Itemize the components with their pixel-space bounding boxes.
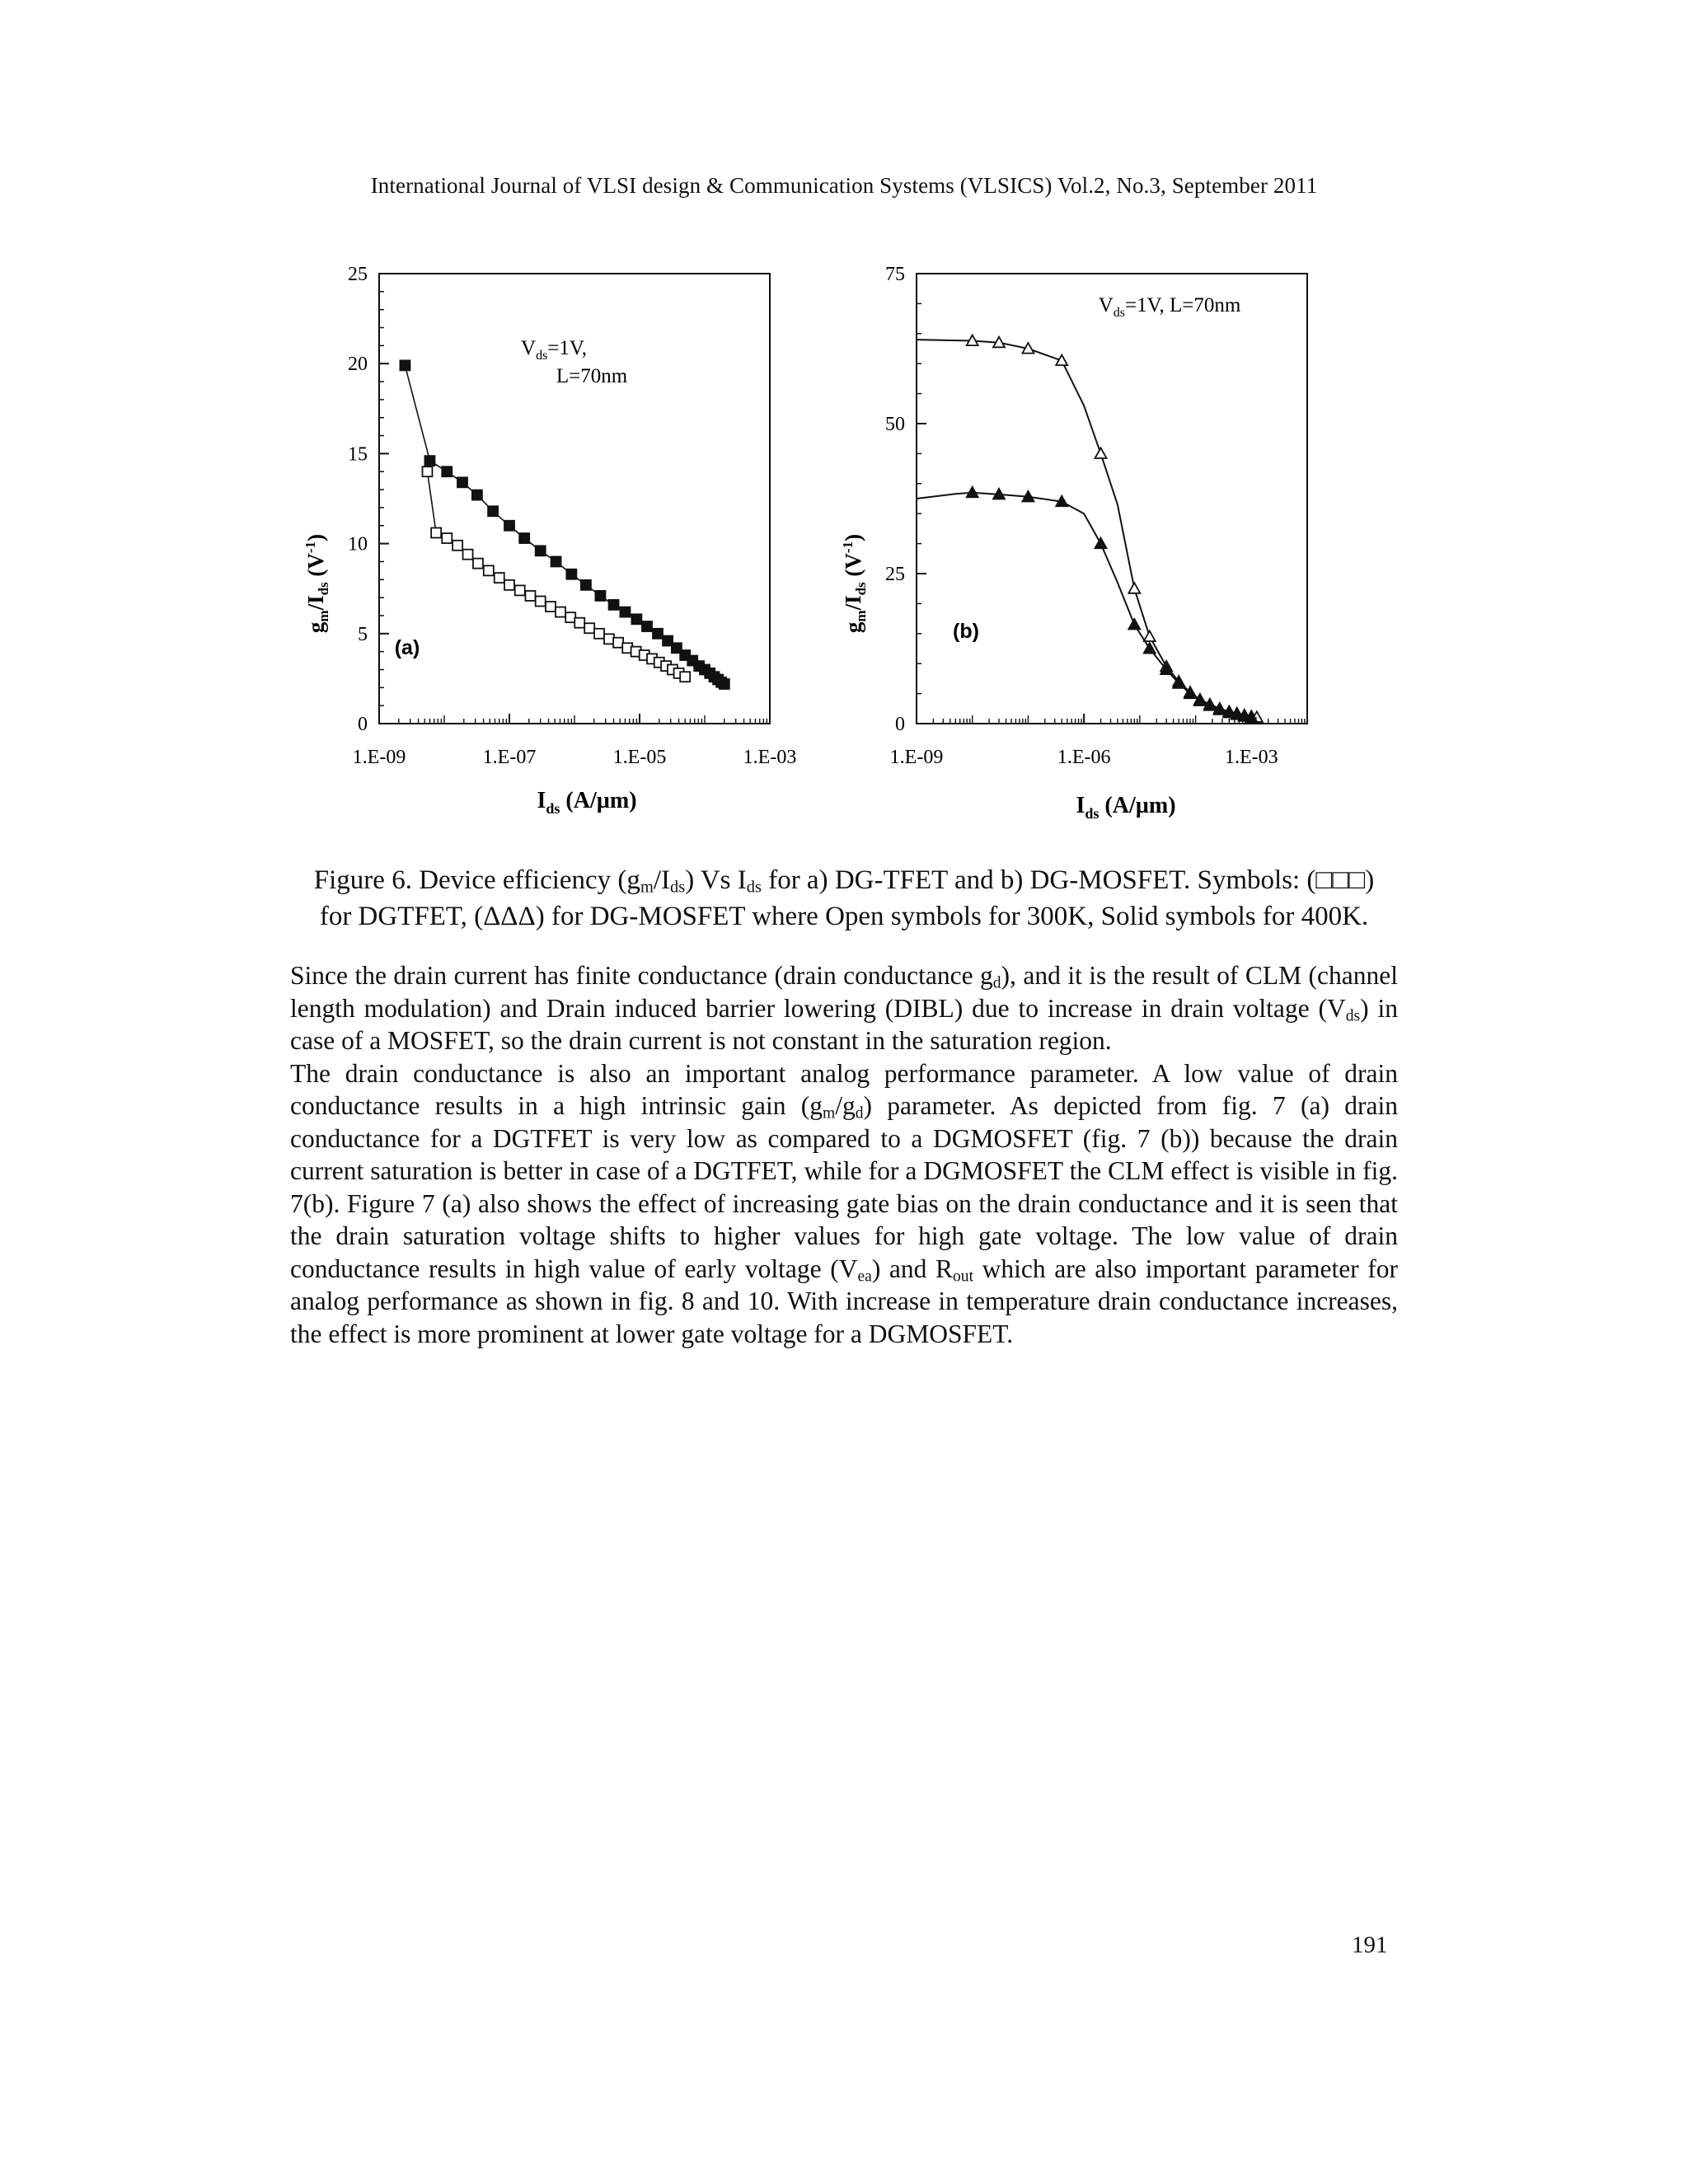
chart-a-marker-square-open xyxy=(594,629,604,639)
chart-a-marker-square-open xyxy=(613,638,623,648)
chart-a-marker-square-filled xyxy=(424,456,434,466)
chart-a-marker-square-open xyxy=(452,541,462,551)
chart-a-marker-square-filled xyxy=(609,600,619,610)
caption-line-2: for DGTFET, (ΔΔΔ) for DG-MOSFET where Open symbols for 300K, Solid symbols for 400K. xyxy=(319,902,1369,931)
chart-b-series-line xyxy=(917,493,1257,719)
chart-a-marker-square-filled xyxy=(536,546,546,555)
chart-b-annotation: $V_{ds}=1V$, L=70nm xyxy=(1098,294,1241,320)
chart-b-xtick-label: 1.E-06 xyxy=(1057,747,1111,768)
chart-a-marker-square-filled xyxy=(519,533,529,543)
chart-a-series-line xyxy=(428,471,686,677)
chart-b-ytick-label: 75 xyxy=(885,264,905,285)
chart-a-ytick-label: 20 xyxy=(348,354,368,376)
chart-a-marker-square-open xyxy=(515,585,525,595)
chart-a-marker-square-filled xyxy=(488,506,498,516)
chart-b-marker-triangle-filled xyxy=(1128,619,1140,630)
chart-a-marker-square-filled xyxy=(504,521,514,531)
chart-a-marker-square-open xyxy=(556,607,565,617)
chart-a-ylabel: $g_m/I_{ds}$ $(V^{-1})$ xyxy=(302,533,331,634)
chart-b xyxy=(824,254,1352,847)
chart-a-marker-square-filled xyxy=(442,466,452,476)
chart-a-marker-square-open xyxy=(584,623,594,633)
paragraph-text: Since the drain current has finite conductance (drain conductance $g_d$), and it is the result of CLM (channel length modulation) and Drain induced barrier lowering (DIBL) due to increase in drain voltage $(V_{ds})$ in case of a MOSFET, so the drain current is not constant in the saturation region. The drain conductance is also an important analog performance parameter. A low value of drain conductance results in a high intrinsic gain $(g_m/g_d)$ parameter. As depicted from fig. 7 (a) drain conductance for a DGTFET is very low as compared to a DGMOSFET (fig. 7 (b)) because the drain current saturation is better in case of a DGTFET, while for a DGMOSFET the CLM effect is visible in fig. 7(b). Figure 7 (a) also shows the effect of increasing gate bias on the drain conductance and it is seen that the drain saturation voltage shifts to higher values for high gate voltage. The low value of drain conductance results in high value of early voltage $(V_{ea})$ and $R_{out}$ which are also important parameter for analog performance as shown in fig. 8 and 10. With increase in temperature drain conductance increases, the effect is more prominent at lower gate voltage for a DGMOSFET. xyxy=(290,961,1399,1348)
caption-line-1: Figure 6. Device efficiency $(g_m/I_{ds})$ Vs $I_{ds}$ for a) DG-TFET and b) DG-MOSFET. Symbols: (□□□) xyxy=(313,865,1375,897)
chart-b-xtick-label: 1.E-03 xyxy=(1224,747,1278,768)
chart-a-marker-square-open xyxy=(604,634,614,644)
chart-a-marker-square-filled xyxy=(653,629,663,639)
chart-a-xtick-label: 1.E-05 xyxy=(612,747,667,768)
chart-a-ytick-label: 0 xyxy=(358,714,368,735)
chart-a-marker-square-filled xyxy=(457,477,467,487)
chart-a-xtick-label: 1.E-03 xyxy=(743,747,797,768)
figure-caption xyxy=(272,862,1416,935)
chart-a-annotation-line2: L=70nm xyxy=(556,365,628,387)
chart-a-marker-square-open xyxy=(525,591,535,601)
chart-b-marker-triangle-filled xyxy=(1095,538,1107,549)
chart-b-marker-triangle-open xyxy=(1128,583,1140,593)
chart-a-marker-square-open xyxy=(574,618,584,628)
chart-a-ytick-label: 15 xyxy=(348,443,368,466)
running-header: International Journal of VLSI design & Communication Systems (VLSICS) Vol.2, No.3, September 2011 xyxy=(370,173,1318,198)
chart-b-xtick-label: 1.E-09 xyxy=(889,747,944,768)
chart-a-marker-square-filled xyxy=(595,591,605,601)
chart-a-marker-square-filled xyxy=(400,360,410,370)
chart-a xyxy=(297,254,824,847)
chart-a-marker-square-open xyxy=(431,527,441,537)
chart-a-series-line xyxy=(405,365,724,684)
chart-b-panel-label: (b) xyxy=(953,620,979,643)
chart-b-xlabel: $I_{ds}$ (A/µm) xyxy=(1076,793,1176,822)
chart-b-marker-triangle-open xyxy=(1095,448,1107,458)
chart-b-ylabel: $g_m/I_{ds}$ $(V^{-1})$ xyxy=(840,533,869,634)
chart-a-marker-square-open xyxy=(484,565,494,575)
chart-a-marker-square-filled xyxy=(566,569,576,579)
chart-b-marker-triangle-filled xyxy=(967,487,978,498)
chart-a-marker-square-filled xyxy=(720,679,729,689)
chart-b-ytick-label: 25 xyxy=(885,564,905,585)
chart-a-marker-square-open xyxy=(546,602,556,612)
chart-a-marker-square-filled xyxy=(581,580,591,590)
chart-a-panel-label: (a) xyxy=(394,636,420,659)
chart-a-marker-square-filled xyxy=(551,556,561,566)
chart-a-marker-square-open xyxy=(442,533,452,543)
page-number: 191 xyxy=(1352,1932,1388,1958)
chart-a-ytick-label: 10 xyxy=(348,533,368,555)
chart-a-marker-square-open xyxy=(463,550,473,560)
chart-b-series-line xyxy=(917,340,1261,718)
chart-a-ytick-label: 5 xyxy=(358,623,368,645)
chart-a-annotation-line1: $V_{ds}=1V$, xyxy=(521,337,587,363)
chart-a-ytick-label: 25 xyxy=(348,264,368,285)
chart-a-marker-square-filled xyxy=(642,621,652,631)
body-paragraph xyxy=(290,959,1398,1350)
chart-b-ytick-label: 0 xyxy=(895,714,905,735)
chart-a-marker-square-open xyxy=(536,596,546,606)
chart-a-marker-square-open xyxy=(495,573,504,583)
chart-b-ytick-label: 50 xyxy=(885,414,905,435)
chart-a-marker-square-filled xyxy=(631,614,641,624)
chart-a-marker-square-open xyxy=(504,580,514,590)
chart-a-marker-square-open xyxy=(422,466,432,476)
chart-a-xlabel: $I_{ds}$ (A/µm) xyxy=(537,788,637,817)
chart-a-xtick-label: 1.E-09 xyxy=(352,747,406,768)
chart-a-marker-square-open xyxy=(473,559,483,569)
chart-a-marker-square-open xyxy=(680,672,690,682)
chart-a-xtick-label: 1.E-07 xyxy=(482,747,537,768)
chart-a-marker-square-filled xyxy=(620,607,630,617)
chart-a-marker-square-filled xyxy=(472,490,482,500)
chart-b-marker-triangle-open xyxy=(1144,630,1156,641)
